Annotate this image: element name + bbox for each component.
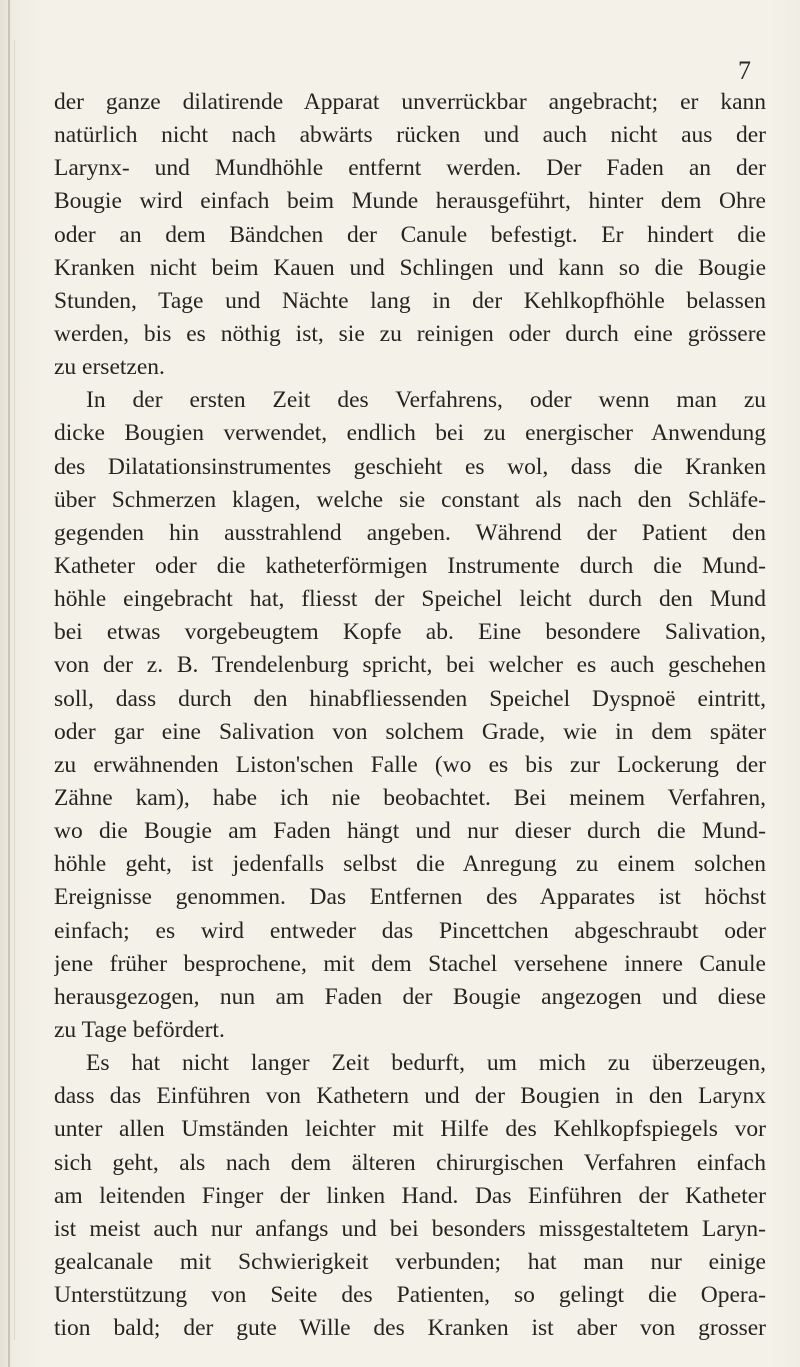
text-line: der ganze dilatirende Apparat unverrückbar angebracht; er kann <box>54 89 766 115</box>
binding-edge <box>8 0 10 1367</box>
text-line: am leitenden Finger der linken Hand. Das Einführen der Katheter <box>54 1182 766 1209</box>
text-line: bei etwas vorgebeugtem Kopfe ab. Eine besondere Salivation, <box>54 619 766 646</box>
text-line: oder gar eine Salivation von solchem Grade, wie in dem später <box>54 718 766 745</box>
text-line: zu ersetzen. <box>54 354 165 381</box>
text-line: jene früher besprochene, mit dem Stachel versehene innere Canule <box>54 950 766 977</box>
text-line: dicke Bougien verwendet, endlich bei zu energischer Anwendung <box>54 420 766 447</box>
text-line: gealcanale mit Schwierigkeit verbunden; hat man nur einige <box>54 1248 766 1275</box>
text-line: über Schmerzen klagen, welche sie constant als nach den Schläfe- <box>54 486 766 513</box>
text-line: In der ersten Zeit des Verfahrens, oder wenn man zu <box>86 387 766 414</box>
text-line: zu erwähnenden Liston'schen Falle (wo es bis zur Lockerung der <box>54 751 766 778</box>
text-line: Katheter oder die katheterförmigen Instrumente durch die Mund- <box>54 552 766 579</box>
body-text <box>54 86 766 1345</box>
text-line: ist meist auch nur anfangs und bei besonders missgestaltetem Laryn- <box>54 1215 766 1242</box>
text-line: Kranken nicht beim Kauen und Schlingen und kann so die Bougie <box>54 254 766 281</box>
text-line: des Dilatationsinstrumentes geschieht es wol, dass die Kranken <box>54 453 766 480</box>
text-line: einfach; es wird entweder das Pincettchen abgeschraubt oder <box>54 917 766 944</box>
text-line: zu Tage befördert. <box>54 1016 225 1043</box>
text-line: natürlich nicht nach abwärts rücken und auch nicht aus der <box>54 122 766 149</box>
text-line: Es hat nicht langer Zeit bedurft, um mich zu überzeugen, <box>86 1050 766 1077</box>
text-line: unter allen Umständen leichter mit Hilfe des Kehlkopfspiegels vor <box>54 1116 766 1143</box>
text-line: soll, dass durch den hinabfliessenden Speichel Dyspnoë eintritt, <box>54 685 766 712</box>
text-line: höhle geht, ist jedenfalls selbst die Anregung zu einem solchen <box>54 851 766 878</box>
text-line: Unterstützung von Seite des Patienten, so gelingt die Opera- <box>54 1282 766 1309</box>
text-line: wo die Bougie am Faden hängt und nur dieser durch die Mund- <box>54 818 766 845</box>
text-line: höhle eingebracht hat, fliesst der Speichel leicht durch den Mund <box>54 586 766 613</box>
text-line: Bougie wird einfach beim Munde herausgeführt, hinter dem Ohre <box>54 188 766 215</box>
text-line: Larynx- und Mundhöhle entfernt werden. Der Faden an der <box>54 155 766 182</box>
text-line: sich geht, als nach dem älteren chirurgischen Verfahren einfach <box>54 1149 766 1176</box>
text-line: dass das Einführen von Kathetern und der Bougien in den Larynx <box>54 1083 766 1110</box>
text-line: oder an dem Bändchen der Canule befestigt. Er hindert die <box>54 221 766 248</box>
text-line: Ereignisse genommen. Das Entfernen des Apparates ist höchst <box>54 884 766 911</box>
text-line: tion bald; der gute Wille des Kranken ist aber von grosser <box>54 1315 766 1342</box>
text-line: Zähne kam), habe ich nie beobachtet. Bei meinem Verfahren, <box>54 784 766 811</box>
text-line: herausgezogen, nun am Faden der Bougie angezogen und diese <box>54 983 766 1010</box>
page-number: 7 <box>738 56 751 85</box>
text-line: gegenden hin ausstrahlend angeben. Während der Patient den <box>54 519 766 546</box>
text-line: von der z. B. Trendelenburg spricht, bei welcher es auch geschehen <box>54 652 766 679</box>
text-line: Stunden, Tage und Nächte lang in der Kehlkopfhöhle belassen <box>54 287 766 314</box>
text-line: werden, bis es nöthig ist, sie zu reinigen oder durch eine grössere <box>54 320 766 347</box>
binding-shadow <box>14 40 15 1340</box>
